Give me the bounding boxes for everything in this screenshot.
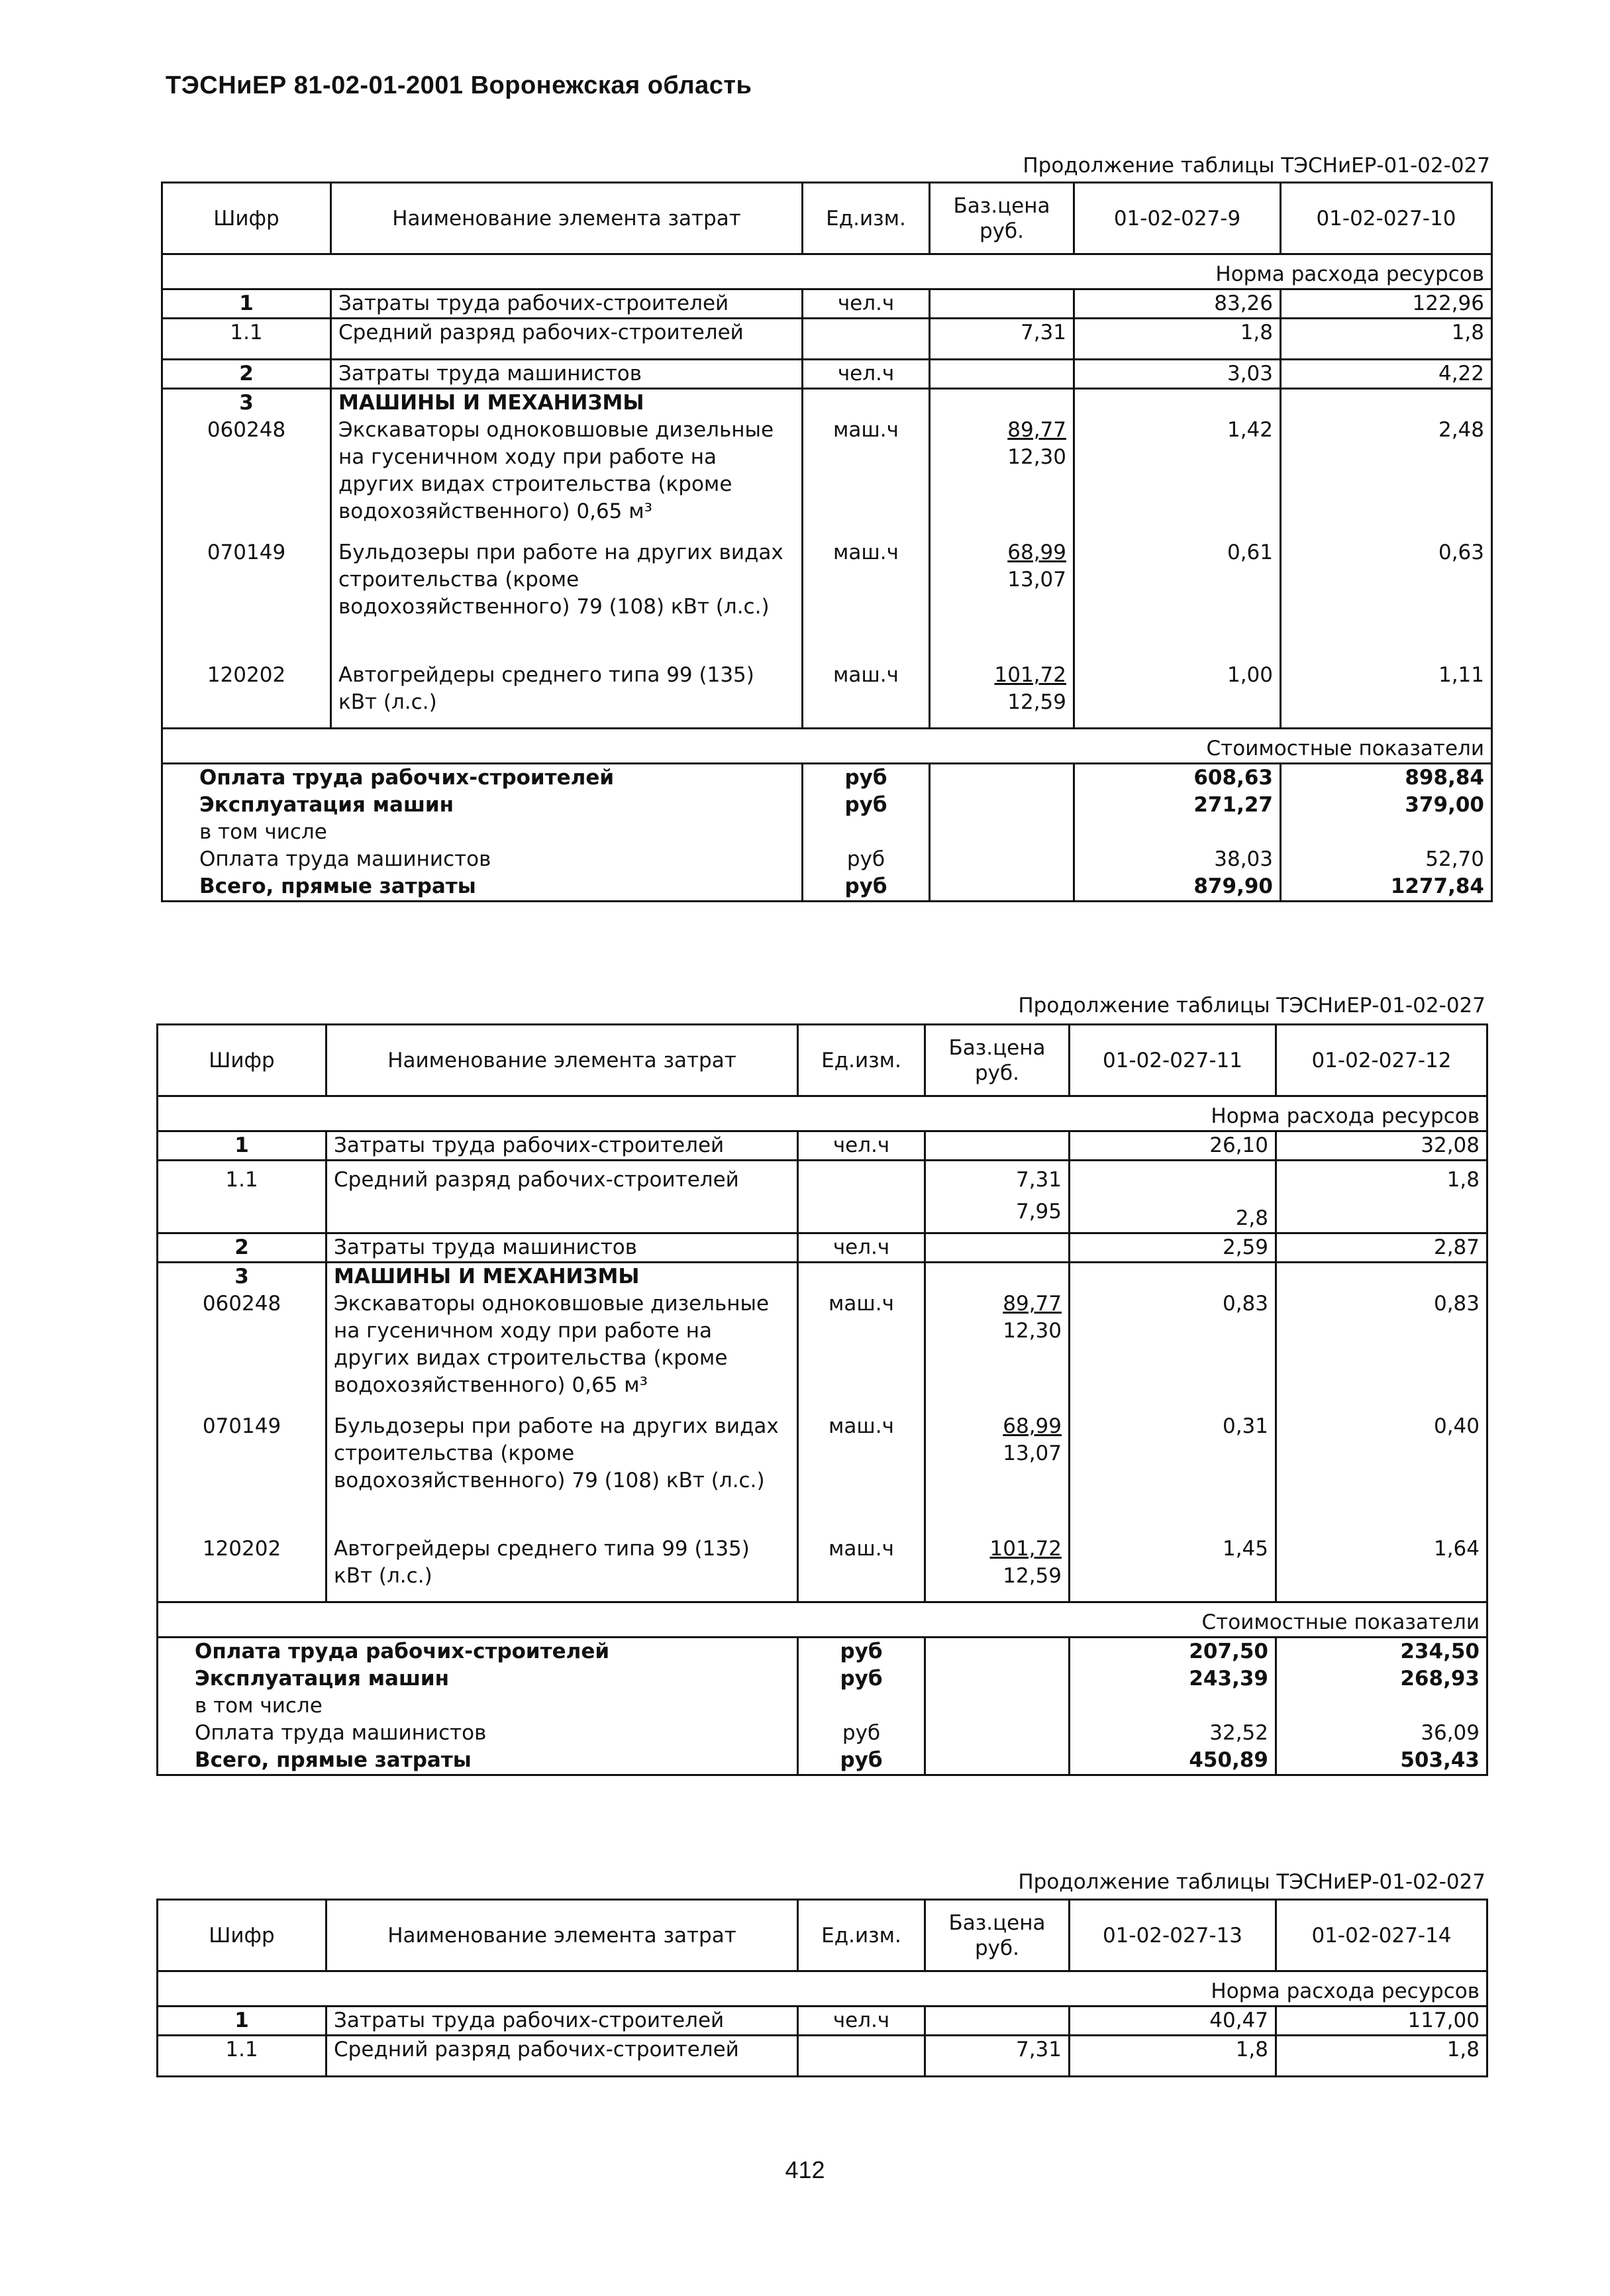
header-col-b: 01-02-027-14 — [1276, 1900, 1487, 1971]
table-continuation-note: Продолжение таблицы ТЭСНиЕР-01-02-027 — [1023, 154, 1490, 178]
header-unit: Ед.изм. — [798, 1900, 925, 1971]
header-name: Наименование элемента затрат — [331, 183, 803, 254]
cost-row: Оплата труда рабочих-строителей руб 207,50 234,50 — [158, 1637, 1487, 1665]
header-name: Наименование элемента затрат — [327, 1900, 798, 1971]
header-name: Наименование элемента затрат — [327, 1025, 798, 1096]
cost-row: в том числе — [158, 1693, 1487, 1720]
norm-band: Норма расхода ресурсов — [162, 254, 1492, 289]
cost-row: Эксплуатация машин руб 243,39 268,93 — [158, 1665, 1487, 1693]
header-code: Шифр — [162, 183, 331, 254]
table-continuation-note: Продолжение таблицы ТЭСНиЕР-01-02-027 — [1018, 1870, 1485, 1894]
table-row: 120202 Автогрейдеры среднего типа 99 (135) кВт (л.с.) маш.ч 101,72 12,59 1,45 1,64 — [158, 1536, 1487, 1602]
cost-row: Всего, прямые затраты руб 879,90 1277,84 — [162, 873, 1492, 902]
cost-row: Оплата труда машинистов руб 32,52 36,09 — [158, 1720, 1487, 1747]
table-row: 2 Затраты труда машинистов чел.ч 2,59 2,87 — [158, 1233, 1487, 1263]
cost-band: Стоимостные показатели — [158, 1602, 1487, 1637]
page-number: 412 — [785, 2156, 825, 2183]
header-price: Баз.цена руб. — [930, 183, 1074, 254]
cost-row: Оплата труда машинистов руб 38,03 52,70 — [162, 846, 1492, 873]
rates-table — [161, 182, 1493, 902]
header-unit: Ед.изм. — [798, 1025, 925, 1096]
cost-row: в том числе — [162, 819, 1492, 846]
table-row: 070149 Бульдозеры при работе на других видах строительства (кроме водохозяйственного) 79 (108) кВт (л.с.) маш.ч 68,99 13,07 0,61 0,63 — [162, 539, 1492, 662]
cost-row: Всего, прямые затраты руб 450,89 503,43 — [158, 1747, 1487, 1775]
table-row: 3 МАШИНЫ И МЕХАНИЗМЫ — [162, 389, 1492, 417]
header-col-a: 01-02-027-13 — [1070, 1900, 1276, 1971]
table-row: 1.1 Средний разряд рабочих-строителей 7,31 1,8 1,8 — [158, 2036, 1487, 2077]
cost-band: Стоимостные показатели — [162, 728, 1492, 763]
table-row: 1.1 Средний разряд рабочих-строителей 7,31 7,95 2,8 1,8 — [158, 1161, 1487, 1233]
rates-table — [156, 1023, 1488, 1776]
cost-row: Эксплуатация машин руб 271,27 379,00 — [162, 792, 1492, 819]
table-row: 1 Затраты труда рабочих-строителей чел.ч 40,47 117,00 — [158, 2007, 1487, 2036]
table-continuation-note: Продолжение таблицы ТЭСНиЕР-01-02-027 — [1018, 994, 1485, 1018]
document-title: ТЭСНиЕР 81-02-01-2001 Воронежская область — [166, 72, 752, 99]
header-col-b: 01-02-027-12 — [1276, 1025, 1487, 1096]
table-row: 060248 Экскаваторы одноковшовые дизельные на гусеничном ходу при работе на других видах строительства (кроме водохозяйственного) 0,65 м³ маш.ч 89,77 12,30 0,83 0,83 — [158, 1290, 1487, 1413]
header-code: Шифр — [158, 1900, 327, 1971]
table-row: 2 Затраты труда машинистов чел.ч 3,03 4,22 — [162, 360, 1492, 389]
table-row: 070149 Бульдозеры при работе на других видах строительства (кроме водохозяйственного) 79 (108) кВт (л.с.) маш.ч 68,99 13,07 0,31 0,40 — [158, 1413, 1487, 1536]
table-row: 1.1 Средний разряд рабочих-строителей 7,31 1,8 1,8 — [162, 319, 1492, 360]
table-row: 120202 Автогрейдеры среднего типа 99 (135) кВт (л.с.) маш.ч 101,72 12,59 1,00 1,11 — [162, 662, 1492, 728]
table-row: 060248 Экскаваторы одноковшовые дизельные на гусеничном ходу при работе на других видах строительства (кроме водохозяйственного) 0,65 м³ маш.ч 89,77 12,30 1,42 2,48 — [162, 417, 1492, 539]
table-row: 1 Затраты труда рабочих-строителей чел.ч 26,10 32,08 — [158, 1131, 1487, 1161]
header-col-a: 01-02-027-11 — [1070, 1025, 1276, 1096]
header-col-a: 01-02-027-9 — [1074, 183, 1281, 254]
norm-band: Норма расхода ресурсов — [158, 1971, 1487, 2007]
header-price: Баз.цена руб. — [925, 1025, 1070, 1096]
header-col-b: 01-02-027-10 — [1281, 183, 1492, 254]
rates-table — [156, 1899, 1488, 2077]
header-unit: Ед.изм. — [803, 183, 930, 254]
header-price: Баз.цена руб. — [925, 1900, 1070, 1971]
cost-row: Оплата труда рабочих-строителей руб 608,63 898,84 — [162, 763, 1492, 792]
norm-band: Норма расхода ресурсов — [158, 1096, 1487, 1131]
table-row: 3 МАШИНЫ И МЕХАНИЗМЫ — [158, 1263, 1487, 1291]
header-code: Шифр — [158, 1025, 327, 1096]
table-row: 1 Затраты труда рабочих-строителей чел.ч 83,26 122,96 — [162, 289, 1492, 319]
